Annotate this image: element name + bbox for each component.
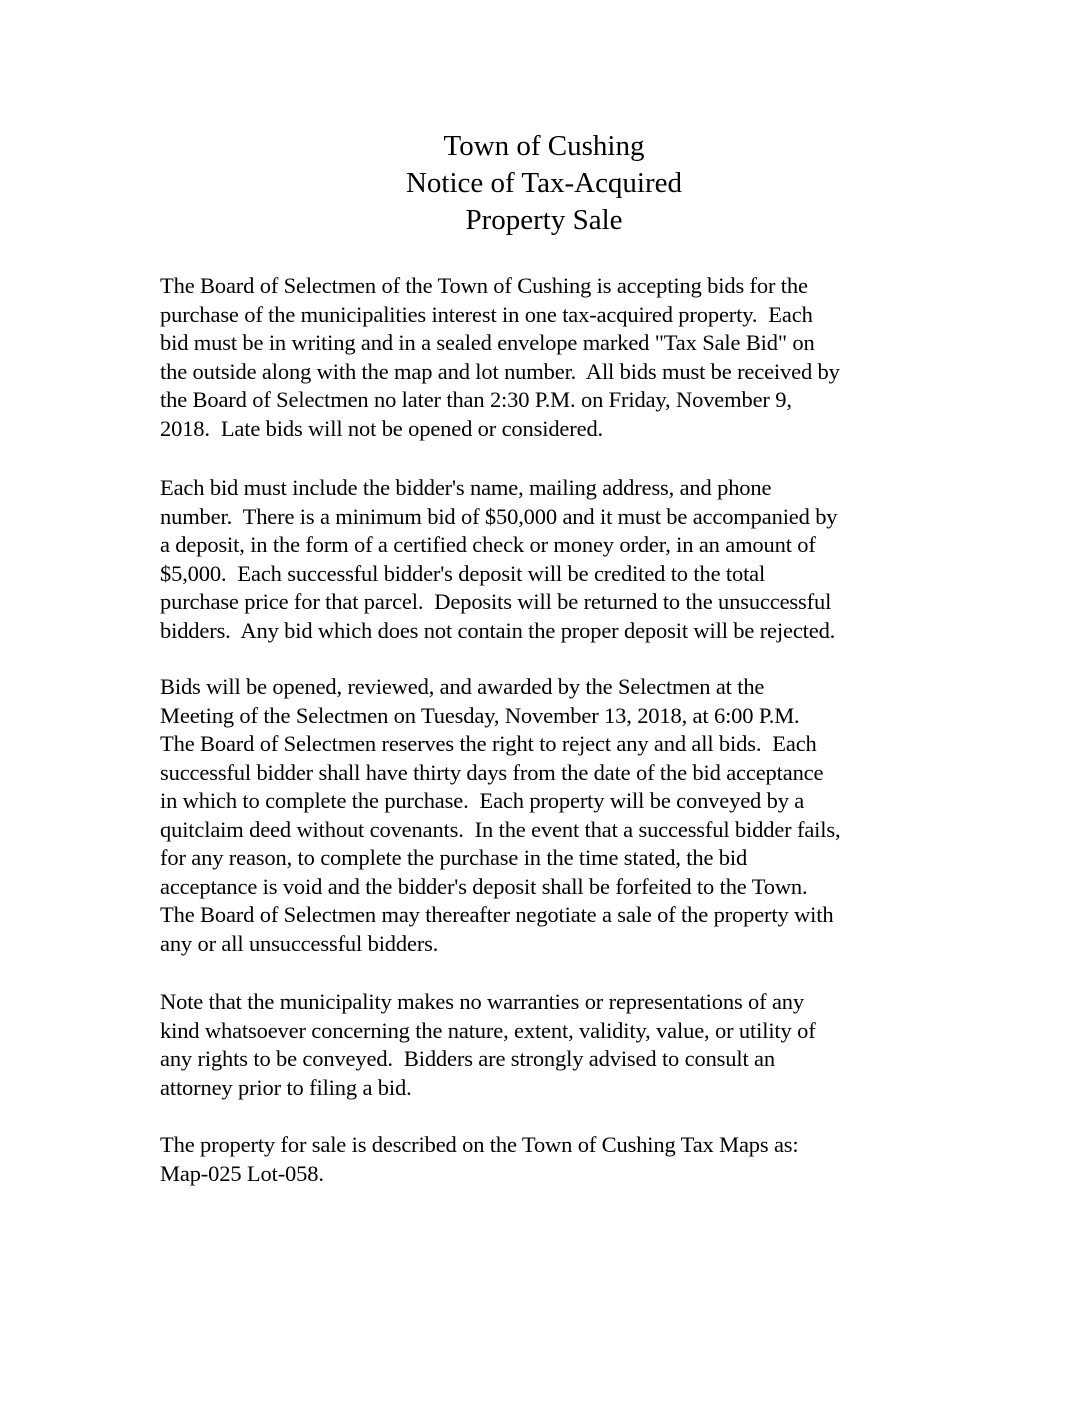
text-line: purchase price for that parcel. Deposits will be returned to the unsuccessful (160, 589, 832, 614)
text-line: the outside along with the map and lot number. All bids must be received by (160, 358, 840, 384)
text-line: a deposit, in the form of a certified check or money order, in an amount of (160, 532, 816, 557)
document-title (0, 128, 1088, 239)
title-line-notice: Notice of Tax-Acquired (405, 167, 683, 199)
text-line: Meeting of the Selectmen on Tuesday, November 13, 2018, at 6:00 P.M. (160, 702, 800, 728)
text-line: successful bidder shall have thirty days from the date of the bid acceptance (160, 759, 824, 785)
text-line: any or all unsuccessful bidders. (160, 930, 439, 956)
title-line-town: Town of Cushing (443, 130, 645, 162)
text-line: kind whatsoever concerning the nature, extent, validity, value, or utility of (160, 1017, 816, 1043)
paragraph-bid-requirements (160, 474, 960, 645)
text-line: purchase of the municipalities interest in one tax-acquired property. Each (160, 301, 813, 327)
text-line: $5,000. Each successful bidder's deposit will be credited to the total (160, 560, 766, 586)
text-line: The Board of Selectmen reserves the right to reject any and all bids. Each (160, 731, 817, 756)
title-line-sale: Property Sale (465, 204, 623, 236)
text-line: any rights to be conveyed. Bidders are strongly advised to consult an (160, 1046, 775, 1071)
text-line: number. There is a minimum bid of $50,000 and it must be accompanied by (160, 503, 838, 529)
text-line: Bids will be opened, reviewed, and awarded by the Selectmen at the (160, 674, 765, 699)
text-line: bid must be in writing and in a sealed envelope marked "Tax Sale Bid" on (160, 330, 815, 355)
paragraph-bid-opening (160, 673, 960, 958)
text-line: in which to complete the purchase. Each property will be conveyed by a (160, 788, 805, 813)
text-line: quitclaim deed without covenants. In the event that a successful bidder fails, (160, 816, 841, 842)
text-line: The Board of Selectmen of the Town of Cushing is accepting bids for the (160, 273, 808, 298)
text-line: bidders. Any bid which does not contain the proper deposit will be rejected. (160, 617, 836, 643)
map-lot-reference: Map-025 Lot-058. (160, 1160, 324, 1186)
text-line: for any reason, to complete the purchase in the time stated, the bid (160, 845, 748, 870)
text-line: attorney prior to filing a bid. (160, 1074, 412, 1100)
text-line: Each bid must include the bidder's name, mailing address, and phone (160, 475, 772, 500)
paragraph-property-description (160, 1131, 960, 1188)
paragraph-disclaimer (160, 988, 960, 1102)
text-line: Note that the municipality makes no warranties or representations of any (160, 989, 804, 1014)
paragraph-bid-submission (160, 272, 960, 443)
text-line: acceptance is void and the bidder's deposit shall be forfeited to the Town. (160, 873, 808, 899)
text-line: the Board of Selectmen no later than 2:30 P.M. on Friday, November 9, (160, 387, 792, 412)
text-line: 2018. Late bids will not be opened or considered. (160, 415, 604, 441)
text-line: The property for sale is described on the Town of Cushing Tax Maps as: (160, 1132, 799, 1157)
text-line: The Board of Selectmen may thereafter negotiate a sale of the property with (160, 902, 834, 927)
